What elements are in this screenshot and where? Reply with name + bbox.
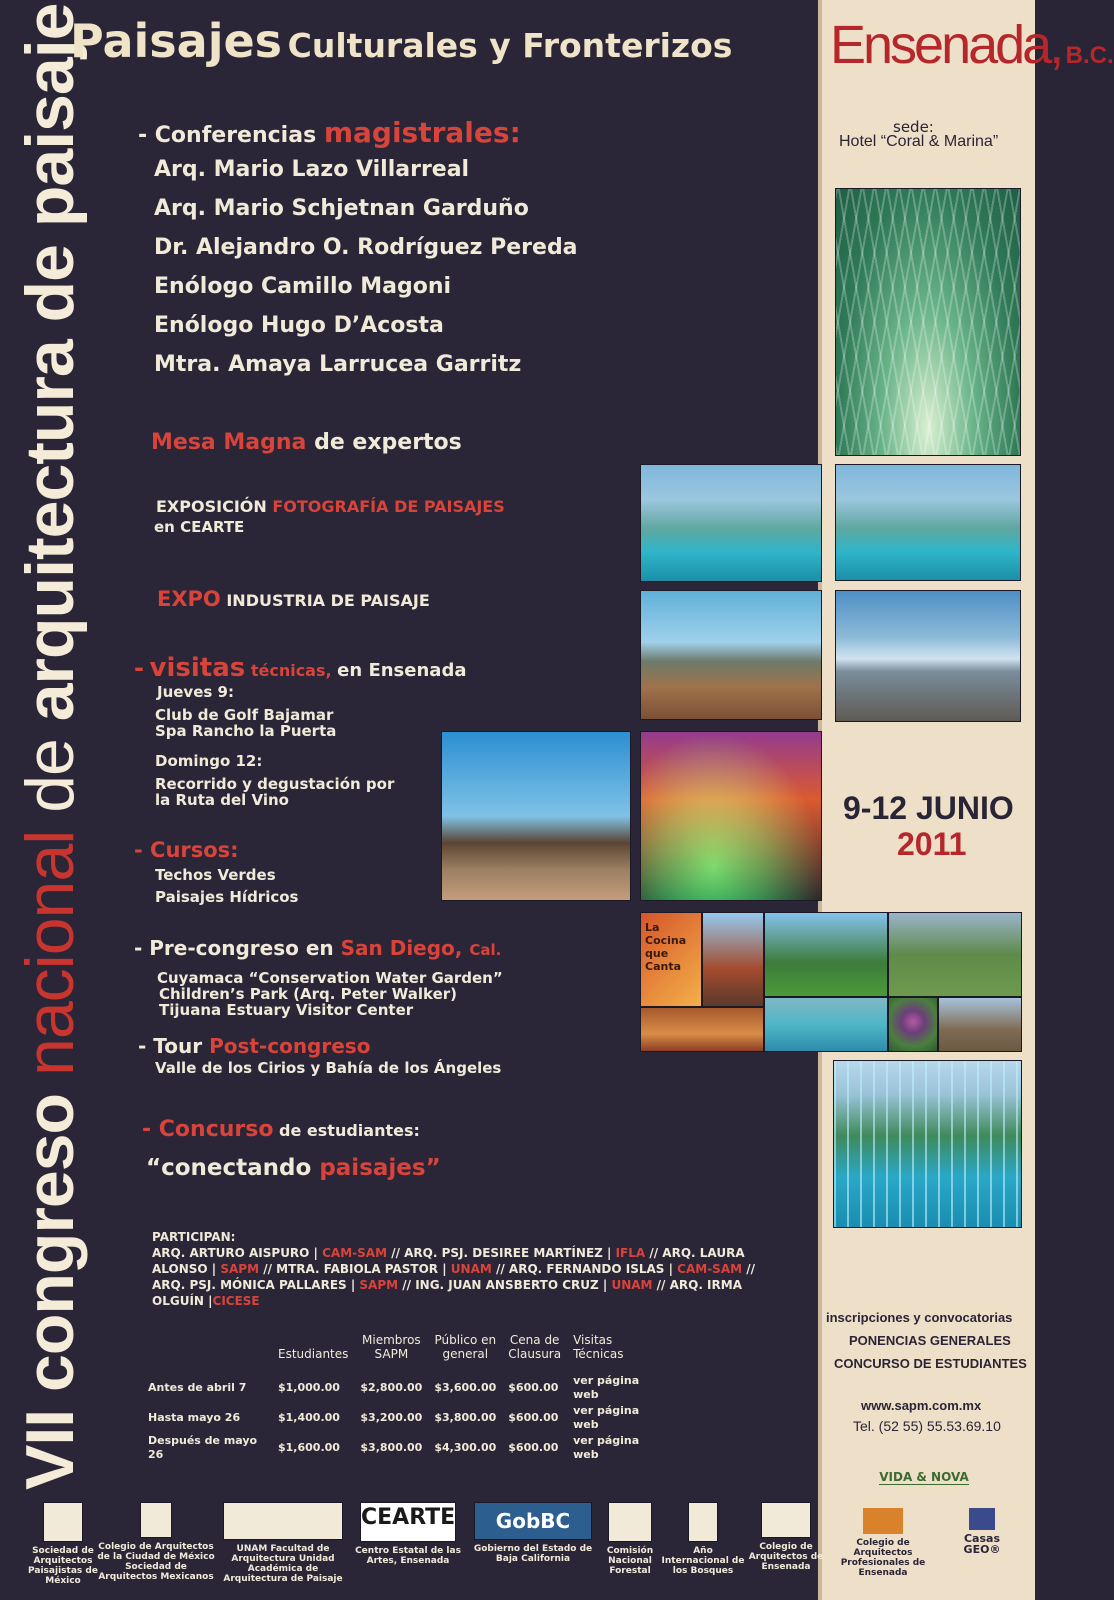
domingo-item-1: Recorrido y degustación por <box>155 775 395 793</box>
logo-label: Año Internacional de los Bosques <box>661 1546 745 1576</box>
logo-gobbc <box>468 1502 598 1564</box>
casas-geo-logo-icon <box>969 1508 995 1530</box>
collage-flower-photo <box>888 997 938 1052</box>
price-header-blank <box>142 1333 272 1373</box>
concurso-heading <box>142 1117 420 1142</box>
domingo-label: Domingo 12: <box>155 752 263 770</box>
concurso-text: CONCURSO DE ESTUDIANTES <box>834 1356 1027 1371</box>
speaker-5: Enólogo Hugo D’Acosta <box>154 313 444 338</box>
event-dates: 9-12 JUNIO <box>843 790 1014 826</box>
jueves-label: Jueves 9: <box>157 683 234 701</box>
logo-label: Sociedad de Arquitectos Paisajistas de México <box>28 1546 98 1586</box>
price-row <box>142 1373 667 1403</box>
participant-org: UNAM <box>611 1278 653 1292</box>
city-suffix: B.C. <box>1065 42 1114 69</box>
participant-name: // <box>742 1262 755 1276</box>
conafor-logo-icon <box>608 1502 652 1542</box>
participant-name: // ARQ. PSJ. DESIREE MARTÍNEZ | <box>387 1246 616 1260</box>
participant-name: OLGUÍN | <box>152 1294 213 1308</box>
header-title-big: Paisajes <box>70 14 283 68</box>
participant-org: CICESE <box>212 1294 260 1308</box>
collage-cocina-photo <box>640 912 702 1007</box>
cam-sam-logo-icon <box>140 1502 172 1538</box>
pre-item-3: Tijuana Estuary Visitor Center <box>159 1001 414 1019</box>
gobbc-logo-icon: GobBC <box>474 1502 592 1540</box>
participantes-line-3 <box>152 1278 742 1292</box>
participant-name: ARQ. PSJ. MÓNICA PALLARES | <box>152 1278 360 1292</box>
curso-item-2: Paisajes Hídricos <box>155 888 299 906</box>
participant-name: // ARQ. IRMA <box>652 1278 742 1292</box>
bosques-logo-icon <box>688 1502 718 1542</box>
logo-label: UNAM Facultad de Arquitectura Unidad Académica de Arquitectura de Paisaje <box>223 1544 343 1584</box>
cearte-logo-icon: CEARTE <box>360 1502 456 1542</box>
price-cell: $3,800.00 <box>360 1441 423 1454</box>
price-cell: $3,800.00 <box>434 1411 497 1424</box>
collage-kitchen-photo <box>640 1007 764 1052</box>
pool-garden-photo <box>835 464 1021 581</box>
visitas-red2: técnicas, <box>250 661 332 680</box>
expo-foto-line2: en CEARTE <box>154 518 245 536</box>
website-link[interactable]: www.sapm.com.mx <box>861 1398 982 1413</box>
conferencias-heading <box>138 116 521 149</box>
speaker-6: Mtra. Amaya Larrucea Garritz <box>154 352 522 377</box>
ponencias-text: PONENCIAS GENERALES <box>849 1333 1011 1348</box>
fountain-park-photo <box>833 1060 1022 1228</box>
price-cell: Hasta mayo 26 <box>148 1411 241 1424</box>
tour-item: Valle de los Cirios y Bahía de los Ángeles <box>155 1059 502 1077</box>
phone-number: Tel. (52 55) 55.53.69.10 <box>853 1418 1001 1434</box>
price-cell: $600.00 <box>508 1381 559 1394</box>
cape-logo-icon <box>863 1508 903 1534</box>
logo-label: Colegio de Arquitectos de la Ciudad de México Sociedad de Arquitectos Mexicanos <box>97 1542 215 1582</box>
sapm-logo-icon <box>43 1502 83 1542</box>
cursos-heading: - Cursos: <box>134 838 239 862</box>
sponsor-logos <box>0 1462 1035 1600</box>
conferencias-prefix: - Conferencias <box>138 123 317 148</box>
expo-foto-heading <box>156 497 505 516</box>
logo-label: Centro Estatal de las Artes, Ensenada <box>355 1546 461 1566</box>
logo-label: Comisión Nacional Forestal <box>606 1546 654 1576</box>
price-cell: $3,600.00 <box>434 1381 497 1394</box>
logo-sapm <box>22 1502 104 1586</box>
wine-route-photo <box>441 731 631 901</box>
price-header-miembros: Miembros SAPM <box>362 1333 421 1361</box>
participant-org: CAM-SAM <box>322 1246 388 1260</box>
logo-cae <box>748 1502 824 1572</box>
domingo-item-2: la Ruta del Vino <box>155 791 289 809</box>
inscripciones-text: inscripciones y convocatorias <box>826 1310 1013 1325</box>
conectando-cream: “conectando <box>146 1155 312 1181</box>
pre-red: San Diego, <box>340 936 463 960</box>
pre-cream: - Pre-congreso en <box>134 936 334 960</box>
participan-title: PARTICIPAN: <box>152 1230 236 1244</box>
collage-water-photo <box>764 997 888 1052</box>
cae-logo-icon <box>761 1502 811 1538</box>
desert-landscape-photo <box>640 590 822 720</box>
jueves-item-1: Club de Golf Bajamar <box>155 706 334 724</box>
logo-vida-nova <box>876 1472 972 1484</box>
concurso-red: - Concurso <box>142 1117 274 1142</box>
curso-item-1: Techos Verdes <box>155 866 276 884</box>
participant-org: SAPM <box>220 1262 260 1276</box>
night-garden-photo <box>640 731 822 901</box>
expo-foto-red: FOTOGRAFÍA DE PAISAJES <box>272 497 505 516</box>
logo-label: Colegio de Arquitectos de Ensenada <box>748 1542 824 1572</box>
price-cell: $1,000.00 <box>278 1381 340 1394</box>
price-cell: ver página web <box>573 1404 640 1431</box>
sede-value: Hotel “Coral & Marina” <box>839 133 999 150</box>
price-cell: $2,800.00 <box>360 1381 423 1394</box>
participantes-line-2 <box>152 1262 755 1276</box>
participant-name: // ARQ. LAURA <box>645 1246 745 1260</box>
price-table-header <box>142 1333 667 1373</box>
price-cell: $1,600.00 <box>278 1441 340 1454</box>
vertical-title-part3: de <box>12 721 88 831</box>
expo-rest: INDUSTRIA DE PAISAJE <box>220 591 430 610</box>
pre-item-2: Children’s Park (Arq. Peter Walker) <box>159 985 458 1003</box>
price-cell: $4,300.00 <box>434 1441 497 1454</box>
mesa-red: Mesa Magna <box>151 430 307 455</box>
vertical-title-part1: VII congreso <box>12 1076 88 1490</box>
vertical-title-part2: nacional <box>12 830 88 1076</box>
pre-item-1: Cuyamaca “Conservation Water Garden” <box>157 969 503 987</box>
visitas-rest: en Ensenada <box>337 660 467 681</box>
price-cell: ver página web <box>573 1434 640 1461</box>
logo-bosques <box>660 1502 746 1576</box>
logo-label: Casas GEO® <box>963 1532 1001 1556</box>
pre-congreso-heading <box>134 936 501 960</box>
participant-name: // ARQ. FERNANDO ISLAS | <box>491 1262 678 1276</box>
price-cell: $1,400.00 <box>278 1411 340 1424</box>
speaker-1: Arq. Mario Lazo Villarreal <box>154 157 470 182</box>
conferencias-colon: : <box>509 116 521 149</box>
logo-cape <box>828 1508 938 1578</box>
collage-garden-photo <box>764 912 888 997</box>
vertical-title-part4: arquitectura de paisaje <box>12 3 88 722</box>
price-header-visitas: Visitas Técnicas <box>573 1333 624 1361</box>
conferencias-red: magistrales <box>323 116 510 149</box>
price-cell: $600.00 <box>508 1441 559 1454</box>
speaker-4: Enólogo Camillo Magoni <box>154 274 452 299</box>
participant-org: UNAM <box>450 1262 492 1276</box>
participant-name: // MTRA. FABIOLA PASTOR | <box>259 1262 451 1276</box>
price-cell: Antes de abril 7 <box>148 1381 247 1394</box>
jueves-item-2: Spa Rancho la Puerta <box>155 722 337 740</box>
collage-building-photo <box>702 912 764 1007</box>
vida-nova-text: VIDA & NOVA <box>879 1470 969 1484</box>
city-name: Ensenada, <box>830 15 1062 75</box>
participant-name: ARQ. ARTURO AISPURO | <box>152 1246 323 1260</box>
participant-name: ALONSO | <box>152 1262 221 1276</box>
price-table <box>142 1333 667 1463</box>
collage-hills-photo <box>888 912 1022 997</box>
price-cell: ver página web <box>573 1374 640 1401</box>
city-title <box>830 14 1114 76</box>
tour-heading <box>138 1034 370 1058</box>
expo-foto-cream: EXPOSICIÓN <box>156 497 267 516</box>
participant-org: CAM-SAM <box>677 1262 743 1276</box>
conectando-red: paisajes” <box>311 1155 441 1181</box>
pre-red2: Cal. <box>469 941 502 959</box>
mesa-rest: de expertos <box>306 430 462 455</box>
collage-text: La Cocina que Canta <box>645 921 687 973</box>
price-cell: Después de mayo 26 <box>148 1434 258 1461</box>
participant-name: // ING. JUAN ANSBERTO CRUZ | <box>398 1278 612 1292</box>
header-title <box>70 14 732 68</box>
price-header-estudiantes: Estudiantes <box>278 1347 349 1361</box>
header-title-rest: Culturales y Fronterizos <box>287 26 733 65</box>
event-year: 2011 <box>897 826 967 862</box>
collage-visitors-photo <box>938 997 1022 1052</box>
logo-cam-sam <box>96 1502 216 1582</box>
visitas-dash: - <box>134 654 144 682</box>
conectando-title <box>146 1155 441 1181</box>
visitas-red: visitas <box>149 653 246 683</box>
visitas-heading <box>134 653 466 683</box>
logo-unam <box>218 1502 348 1584</box>
logo-cearte <box>352 1502 464 1566</box>
participantes-line-4 <box>152 1294 260 1308</box>
price-row <box>142 1433 667 1463</box>
price-row <box>142 1403 667 1433</box>
speaker-3: Dr. Alejandro O. Rodríguez Pereda <box>154 235 578 260</box>
speaker-2: Arq. Mario Schjetnan Garduño <box>154 196 529 221</box>
participant-org: IFLA <box>615 1246 646 1260</box>
concurso-rest: de estudiantes: <box>273 1121 420 1140</box>
mesa-magna-heading <box>151 430 462 455</box>
coast-view-photo <box>835 590 1021 722</box>
tour-cream: - Tour <box>138 1034 203 1058</box>
unam-logo-icon <box>223 1502 343 1540</box>
participant-org: SAPM <box>359 1278 399 1292</box>
price-cell: $600.00 <box>508 1411 559 1424</box>
logo-conafor <box>600 1502 660 1576</box>
logo-label: Gobierno del Estado de Baja California <box>473 1544 593 1564</box>
sede-label: sede: <box>893 118 934 136</box>
price-cell: $3,200.00 <box>360 1411 423 1424</box>
vertical-congress-title <box>10 3 90 1490</box>
price-header-cena: Cena de Clausura <box>508 1333 562 1361</box>
palm-leaf-photo <box>835 188 1021 456</box>
logo-label: Colegio de Arquitectos Profesionales de Ensenada <box>840 1538 926 1578</box>
participantes-line-1 <box>152 1246 745 1260</box>
logo-casas-geo <box>946 1508 1018 1556</box>
expo-industria-heading <box>157 587 430 611</box>
expo-red: EXPO <box>157 587 221 611</box>
tour-red: Post-congreso <box>209 1034 371 1058</box>
hotel-pool-photo <box>640 464 822 582</box>
price-header-publico: Público en general <box>434 1333 497 1361</box>
